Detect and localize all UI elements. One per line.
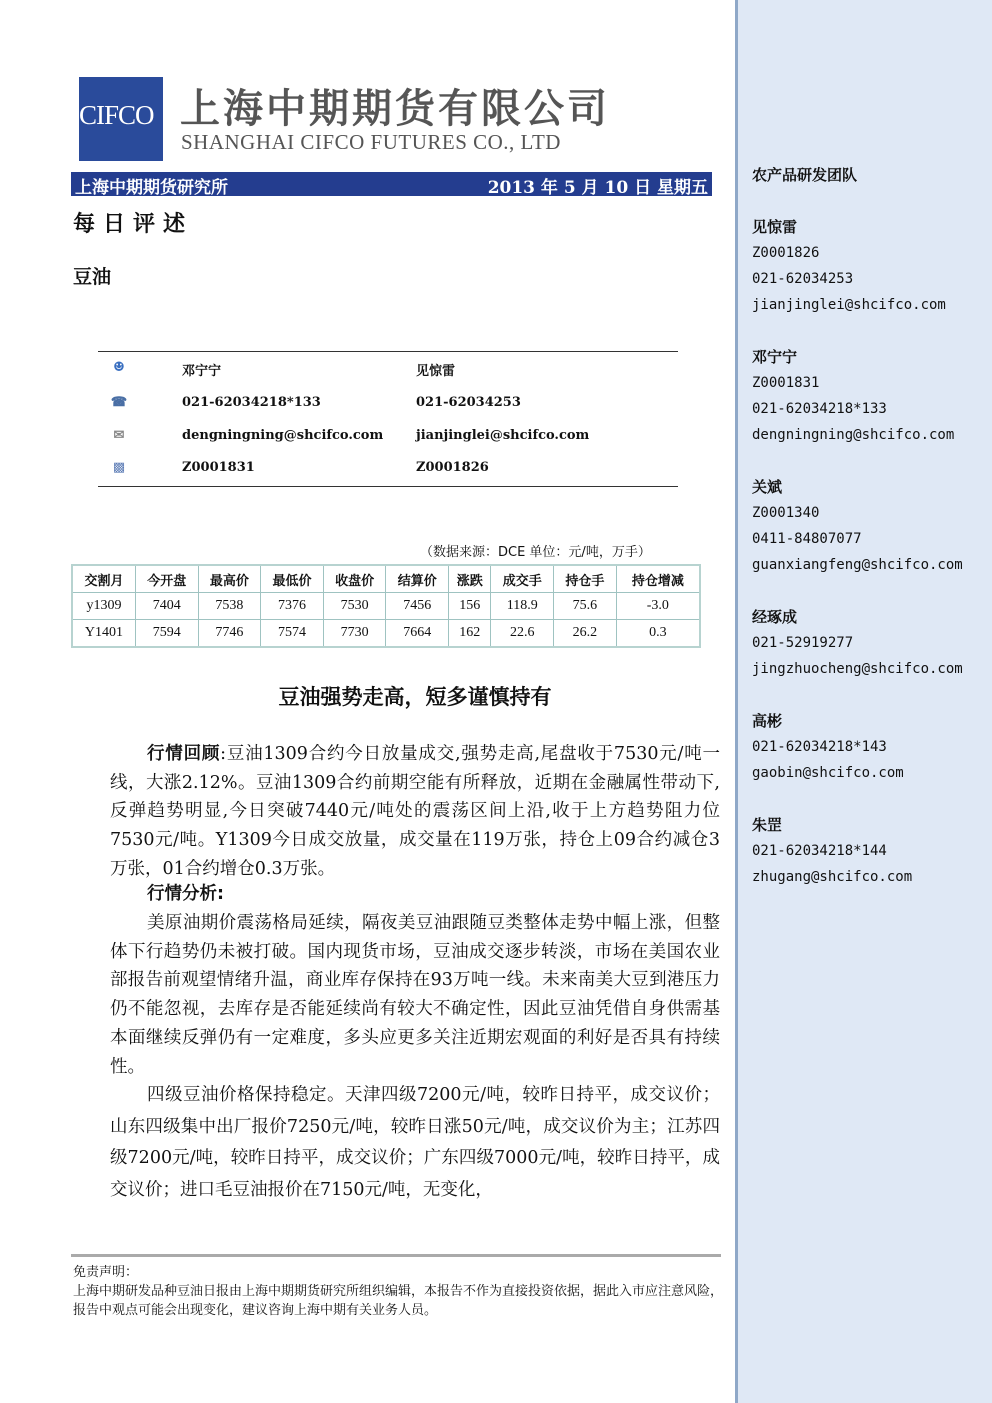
member-phone: 021-62034253 — [752, 271, 854, 287]
chart-icon: ▩ — [112, 460, 126, 475]
member-phone: 021-52919277 — [752, 635, 854, 651]
contact-row-name — [98, 360, 678, 384]
analysis-label-text: 行情分析: — [147, 884, 224, 904]
column-header: 最高价 — [198, 565, 261, 593]
member-name: 邓宁宁 — [752, 348, 798, 366]
company-name-en: SHANGHAI CIFCO FUTURES CO., LTD — [181, 130, 561, 154]
mail-icon: ✉ — [113, 428, 125, 443]
table-cell: 7594 — [135, 620, 198, 648]
team-member — [752, 344, 954, 448]
disclaimer-title: 免责声明： — [73, 1265, 139, 1280]
team-title: 农产品研发团队 — [752, 166, 858, 184]
contact-license-2: Z0001826 — [416, 460, 489, 475]
analysis-label — [110, 880, 720, 909]
contact-email-1[interactable]: dengningning@shcifco.com — [182, 428, 384, 443]
member-license: Z0001826 — [752, 245, 820, 261]
column-header: 结算价 — [386, 565, 449, 593]
contact-name-2: 见惊雷 — [416, 364, 456, 379]
analysis-paragraph-1: 美原油期价震荡格局延续，隔夜美豆油跟随豆类整体走势中幅上涨，但整体下行趋势仍未被打破。国内现货市场，豆油成交逐步转淡，市场在美国农业部报告前观望情绪升温，商业库存保持在93万吨一线。未来南美大豆到港压力仍不能忽视，去库存是否能延续尚有较大不确定性，因此豆油凭借自身供需基本面继续反弹仍有一定难度，多头应更多关注近期宏观面的利好是否具有持续性。 — [110, 913, 720, 1077]
contact-row-phone — [98, 395, 678, 419]
table-cell: 7530 — [323, 593, 386, 620]
table-cell: 7746 — [198, 620, 261, 648]
contact-license-1: Z0001831 — [182, 460, 255, 475]
column-header: 交割月 — [72, 565, 135, 593]
product-name: 豆油 — [73, 266, 112, 288]
column-header: 最低价 — [261, 565, 324, 593]
table-row — [72, 593, 700, 620]
table-cell: 7664 — [386, 620, 449, 648]
member-license: Z0001340 — [752, 505, 820, 521]
contact-name-1: 邓宁宁 — [182, 364, 222, 379]
table-header-row — [72, 565, 700, 593]
column-header: 持仓增减 — [616, 565, 700, 593]
team-member — [752, 604, 963, 682]
table-cell: 75.6 — [554, 593, 617, 620]
report-date: 2013 年 5 月 10 日 星期五 — [487, 178, 708, 198]
table-cell: 7538 — [198, 593, 261, 620]
contact-block — [98, 351, 678, 487]
member-email[interactable]: guanxiangfeng@shcifco.com — [752, 557, 963, 573]
disclaimer — [73, 1263, 723, 1320]
logo-letters: CIFCO — [79, 100, 154, 130]
team-member — [752, 214, 946, 318]
contact-phone-1: 021-62034218*133 — [182, 395, 321, 410]
report-title: 每日评述 — [73, 211, 194, 237]
person-icon: ☻ — [113, 360, 125, 375]
member-license: Z0001831 — [752, 375, 820, 391]
member-phone: 0411-84807077 — [752, 531, 862, 547]
member-phone: 021-62034218*144 — [752, 843, 887, 859]
member-email[interactable]: jianjinglei@shcifco.com — [752, 297, 946, 313]
table-cell: 118.9 — [491, 593, 554, 620]
data-source-note: （数据来源：DCE 单位：元/吨，万手） — [420, 545, 651, 560]
table-cell: 7456 — [386, 593, 449, 620]
contact-email-2[interactable]: jianjinglei@shcifco.com — [416, 428, 590, 443]
member-name: 朱罡 — [752, 816, 783, 834]
table-cell: 162 — [449, 620, 491, 648]
member-email[interactable]: gaobin@shcifco.com — [752, 765, 904, 781]
column-header: 涨跌 — [449, 565, 491, 593]
footer-divider — [71, 1254, 721, 1257]
member-name: 关斌 — [752, 478, 783, 496]
team-member — [752, 812, 912, 890]
table-cell: 7376 — [261, 593, 324, 620]
table-cell: -3.0 — [616, 593, 700, 620]
team-member — [752, 708, 904, 786]
member-name: 见惊雷 — [752, 218, 798, 236]
member-phone: 021-62034218*133 — [752, 401, 887, 417]
table-cell: 156 — [449, 593, 491, 620]
table-cell: 22.6 — [491, 620, 554, 648]
member-email[interactable]: dengningning@shcifco.com — [752, 427, 955, 443]
column-header: 成交手 — [491, 565, 554, 593]
review-paragraph — [110, 740, 720, 884]
market-data-table — [71, 564, 701, 648]
column-header: 今开盘 — [135, 565, 198, 593]
member-email[interactable]: zhugang@shcifco.com — [752, 869, 913, 885]
team-sidebar — [735, 0, 992, 1403]
table-cell: 0.3 — [616, 620, 700, 648]
contact-row-license — [98, 460, 678, 484]
phone-icon: ☎ — [110, 395, 128, 410]
institute-name: 上海中期期货研究所 — [75, 178, 228, 198]
table-cell: Y1401 — [72, 620, 135, 648]
review-label: 行情回顾 — [147, 744, 221, 764]
company-name-cn: 上海中期期货有限公司 — [180, 86, 610, 132]
table-cell: 7574 — [261, 620, 324, 648]
table-cell: 26.2 — [554, 620, 617, 648]
disclaimer-text: 上海中期研发品种豆油日报由上海中期期货研究所组织编辑，本报告不作为直接投资依据，据此入市应注意风险，报告中观点可能会出现变化，建议咨询上海中期有关业务人员。 — [73, 1284, 724, 1318]
team-member — [752, 474, 963, 578]
column-header: 持仓手 — [554, 565, 617, 593]
analysis-paragraph-2: 四级豆油价格保持稳定。天津四级7200元/吨，较昨日持平，成交议价；山东四级集中出厂报价7250元/吨，较昨日涨50元/吨，成交议价为主；江苏四级7200元/吨，较昨日持平，成交议价；广东四级7000元/吨，较昨日持平，成交议价；进口毛豆油报价在7150元/吨，无变化， — [110, 1085, 720, 1200]
member-email[interactable]: jingzhuocheng@shcifco.com — [752, 661, 963, 677]
table-cell: 7730 — [323, 620, 386, 648]
member-phone: 021-62034218*143 — [752, 739, 887, 755]
article-title: 豆油强势走高，短多谨慎持有 — [278, 684, 552, 709]
member-name: 高彬 — [752, 712, 783, 730]
column-header: 收盘价 — [323, 565, 386, 593]
contact-phone-2: 021-62034253 — [416, 395, 521, 410]
contact-row-email — [98, 428, 678, 452]
review-text: :豆油1309合约今日放量成交,强势走高,尾盘收于7530元/吨一线，大涨2.12%。豆油1309合约前期空能有所释放，近期在金融属性带动下,反弹趋势明显,今日突破7440元/吨处的震荡区间上沿,收于上方趋势阻力位7530元/吨。Y1309今日成交放量，成交量在119万张，持仓上09合约减仓3万张，01合约增仓0.3万张。 — [110, 744, 720, 879]
member-name: 经琢成 — [752, 608, 798, 626]
table-cell: y1309 — [72, 593, 135, 620]
table-row — [72, 620, 700, 648]
header-bar — [71, 172, 712, 196]
table-cell: 7404 — [135, 593, 198, 620]
